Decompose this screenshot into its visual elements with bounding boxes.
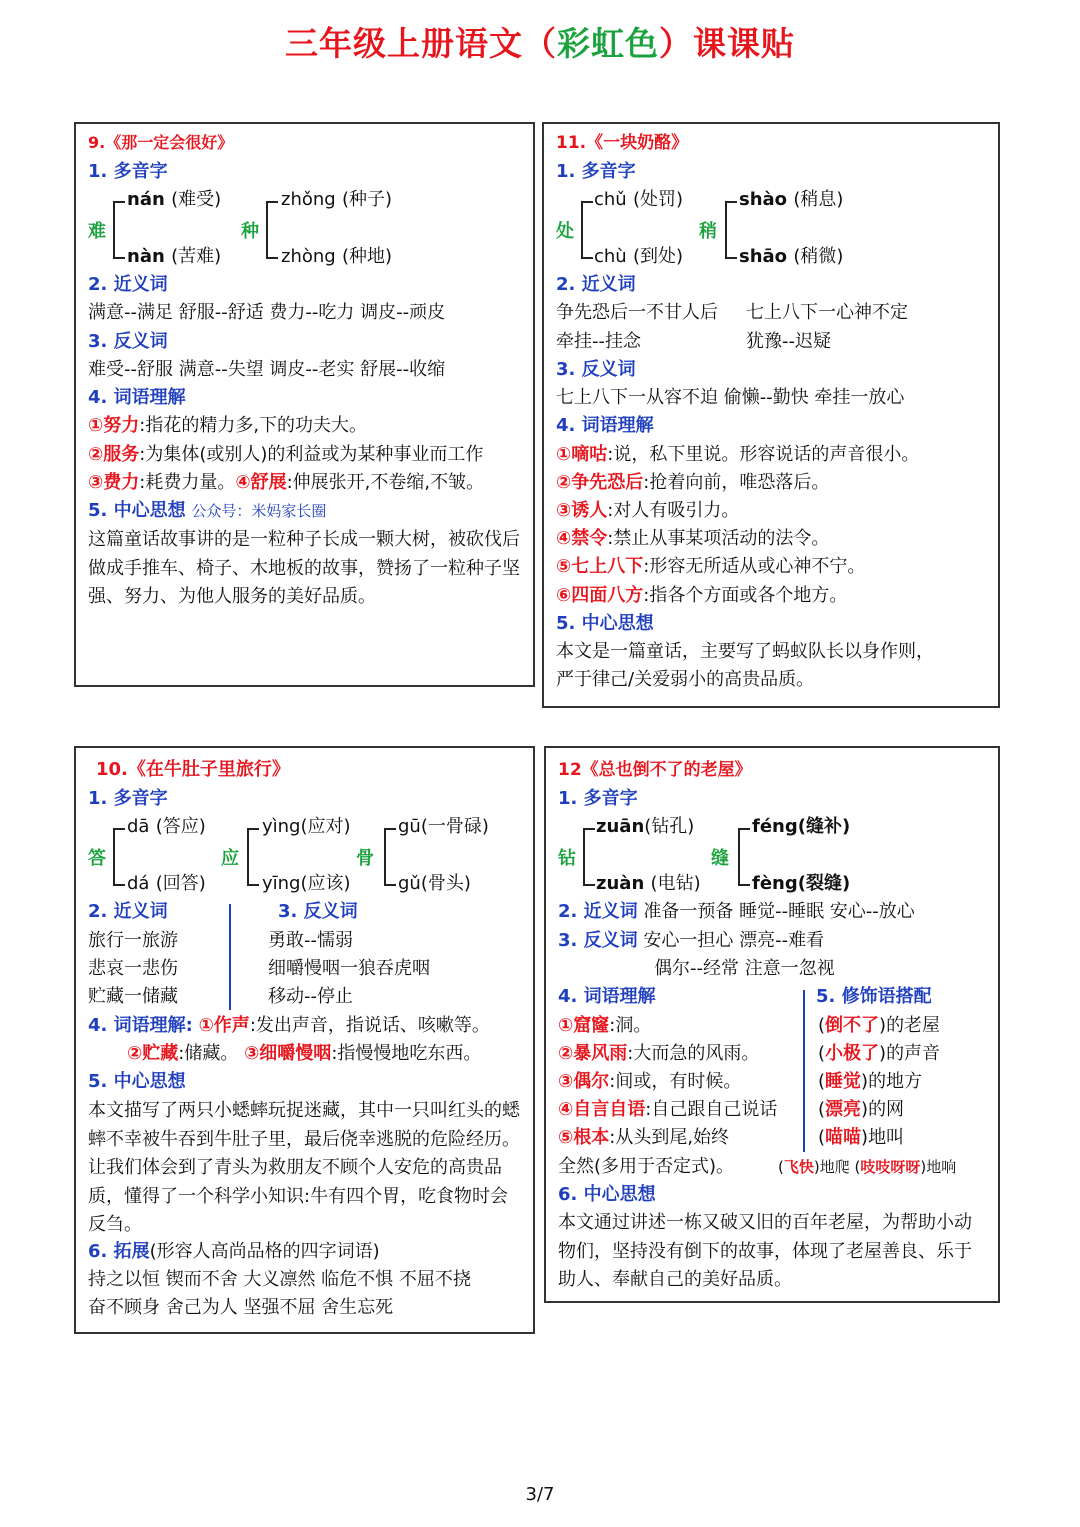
definition: ②服务:为集体(或别人)的利益或为某种事业而工作: [88, 444, 484, 465]
synonym-item: 旅行一旅游: [88, 930, 178, 951]
pinyin-reading: zhǒng (种子): [281, 189, 393, 210]
bracket: [738, 828, 750, 886]
synonym-item: 贮藏一储藏: [88, 986, 178, 1007]
definition: 4. 词语理解: ①作声:发出声音，指说话、咳嗽等。: [88, 1015, 490, 1036]
definition: ①嘀咕:说，私下里说。形容说话的声音很小。: [556, 444, 920, 465]
definition: ③偶尔:间或，有时候。: [558, 1071, 742, 1092]
definition: ⑥四面八方:指各个方面或各个地方。: [556, 585, 848, 606]
modifier-item: (飞快)地爬 (吱吱呀呀)地响: [778, 1158, 957, 1176]
section-heading: 6. 拓展(形容人高尚品格的四字词语): [88, 1241, 380, 1262]
antonym-list: 3. 反义词 安心一担心 漂亮--难看: [558, 930, 825, 951]
polyphone-char: 难: [88, 221, 106, 242]
definition: ①努力:指花的精力多,下的功夫大。: [88, 415, 368, 436]
section-heading: 5. 修饰语搭配: [816, 986, 932, 1007]
polyphone-char: 种: [241, 221, 259, 242]
section-heading: 1. 多音字: [556, 161, 636, 182]
lesson-title: 11.《一块奶酪》: [556, 133, 689, 153]
definition: ②暴风雨:大而急的风雨。: [558, 1043, 760, 1064]
bracket: [113, 828, 125, 886]
lesson-title: 10.《在牛肚子里旅行》: [96, 759, 290, 780]
section-heading: 2. 近义词: [556, 274, 636, 295]
lesson-title: 9.《那一定会很好》: [88, 133, 234, 152]
bracket: [247, 828, 259, 886]
summary-paragraph: 这篇童话故事讲的是一粒种子长成一颗大树，被砍伐后做成手推车、椅子、木地板的故事，赞扬了一粒种子坚强、努力、为他人服务的美好品质。: [88, 529, 520, 607]
modifier-item: (睡觉)的地方: [818, 1071, 923, 1092]
definition: ②贮藏:储藏。 ③细嚼慢咽:指慢慢地吃东西。: [127, 1043, 482, 1064]
section-heading: 3. 反义词: [88, 331, 168, 352]
modifier-item: (漂亮)的网: [818, 1099, 905, 1120]
pinyin-reading: zuàn (电钻): [596, 873, 701, 894]
polyphone-char: 缝: [711, 848, 729, 869]
antonym-list: 难受--舒服 满意--失望 调皮--老实 舒展--收缩: [88, 359, 446, 380]
page-number: 3/7: [525, 1484, 555, 1505]
polyphone-char: 处: [556, 221, 574, 242]
pinyin-reading: zhòng (种地): [281, 246, 393, 267]
modifier-item: (倒不了)的老屋: [818, 1015, 941, 1036]
modifier-item: (小极了)的声音: [818, 1043, 941, 1064]
synonym-item: 牵挂--挂念: [556, 331, 641, 352]
extension-words: 奋不顾身 舍己为人 坚强不屈 舍生忘死: [88, 1297, 394, 1318]
antonym-list: 偶尔--经常 注意一忽视: [654, 958, 835, 979]
polyphone-char: 稍: [699, 221, 717, 242]
page-title: 三年级上册语文（彩虹色）课课贴: [285, 24, 795, 63]
bracket: [266, 201, 278, 259]
definition: ②争先恐后:抢着向前，唯恐落后。: [556, 472, 830, 493]
section-heading: 4. 词语理解: [556, 415, 654, 436]
modifier-item: (喵喵)地叫: [818, 1127, 905, 1148]
pinyin-reading: dá (回答): [127, 873, 206, 894]
section-heading: 5. 中心思想: [88, 1071, 186, 1092]
synonym-item: 悲哀一悲伤: [88, 958, 178, 979]
bracket: [581, 201, 593, 259]
polyphone-char: 应: [221, 848, 239, 869]
summary-paragraph: 本文通过讲述一栋又破又旧的百年老屋，为帮助小动物们，坚持没有倒下的故事，体现了老屋善良、乐于助人、奉献自己的美好品质。: [558, 1212, 972, 1290]
section-heading: 4. 词语理解: [88, 387, 186, 408]
antonym-item: 勇敢--懦弱: [268, 930, 353, 951]
pinyin-reading: chǔ (处罚): [594, 189, 684, 210]
definition: 全然(多用于否定式)。: [558, 1156, 735, 1177]
pinyin-reading: féng(缝补): [752, 816, 851, 837]
pinyin-reading: gū(一骨碌): [398, 816, 489, 837]
synonym-list: 满意--满足 舒服--舒适 费力--吃力 调皮--顽皮: [88, 302, 446, 323]
synonym-item: 争先恐后一不甘人后: [556, 302, 718, 323]
extension-words: 持之以恒 锲而不舍 大义凛然 临危不惧 不屈不挠: [88, 1269, 471, 1290]
definition: ④禁令:禁止从事某项活动的法令。: [556, 528, 830, 549]
antonym-item: 移动--停止: [268, 986, 353, 1007]
definition: ③费力:耗费力量。④舒展:伸展张开,不卷缩,不皱。: [88, 472, 485, 493]
section-heading: 1. 多音字: [88, 788, 168, 809]
section-heading: 2. 近义词: [88, 901, 168, 922]
section-heading: 3. 反义词: [556, 359, 636, 380]
summary-line: 本文是一篇童话，主要写了蚂蚁队长以身作则，: [556, 641, 934, 662]
section-heading: 3. 反义词: [278, 901, 358, 922]
antonym-list: 七上八下一从容不迫 偷懒--勤快 牵挂一放心: [556, 387, 905, 408]
pinyin-reading: shāo (稍微): [739, 246, 844, 267]
section-heading: 6. 中心思想: [558, 1184, 656, 1205]
pinyin-reading: nàn (苦难): [127, 246, 222, 267]
summary-line: 严于律己/关爱弱小的高贵品质。: [556, 669, 815, 690]
pinyin-reading: shào (稍息): [739, 189, 844, 210]
definition: ⑤七上八下:形容无所适从或心神不宁。: [556, 556, 866, 577]
pinyin-reading: gǔ(骨头): [398, 873, 471, 894]
pinyin-reading: chù (到处): [594, 246, 684, 267]
synonym-item: 犹豫--迟疑: [746, 331, 831, 352]
column-divider: [803, 990, 805, 1152]
summary-paragraph: 本文描写了两只小蟋蟀玩捉迷藏，其中一只叫红头的蟋蟀不幸被牛吞到牛肚子里，最后侥幸逃脱的危险经历。让我们体会到了青头为救朋友不顾个人安危的高贵品质，懂得了一个科学小知识:牛有四个胃，吃食物时会反刍。: [88, 1100, 520, 1235]
definition: ⑤根本:从头到尾,始终: [558, 1127, 730, 1148]
definition: ④自言自语:自己跟自己说话: [558, 1099, 778, 1120]
pinyin-reading: nán (难受): [127, 189, 222, 210]
bracket: [113, 201, 125, 259]
polyphone-char: 答: [88, 848, 106, 869]
antonym-item: 细嚼慢咽一狼吞虎咽: [268, 958, 430, 979]
polyphone-char: 骨: [356, 848, 374, 869]
bracket: [725, 201, 737, 259]
lesson-title: 12《总也倒不了的老屋》: [558, 760, 752, 780]
column-divider: [229, 904, 231, 1010]
section-heading: 1. 多音字: [88, 161, 168, 182]
definition: ③诱人:对人有吸引力。: [556, 500, 740, 521]
section-heading: 5. 中心思想: [556, 613, 654, 634]
section-heading: 4. 词语理解: [558, 986, 656, 1007]
bracket: [583, 828, 595, 886]
pinyin-reading: dā (答应): [127, 816, 206, 837]
definition: ①窟窿:洞。: [558, 1015, 652, 1036]
section-heading: 1. 多音字: [558, 788, 638, 809]
pinyin-reading: yìng(应对): [262, 816, 351, 837]
section-heading: 2. 近义词: [88, 274, 168, 295]
section-heading: 5. 中心思想 公众号：米妈家长圈: [88, 500, 327, 521]
polyphone-char: 钻: [558, 848, 576, 869]
bracket: [384, 828, 396, 886]
pinyin-reading: zuān(钻孔): [596, 816, 695, 837]
synonym-item: 七上八下一心神不定: [746, 302, 908, 323]
pinyin-reading: yīng(应该): [262, 873, 351, 894]
pinyin-reading: fèng(裂缝): [752, 873, 851, 894]
synonym-list: 2. 近义词 准备一预备 睡觉--睡眠 安心--放心: [558, 901, 915, 922]
